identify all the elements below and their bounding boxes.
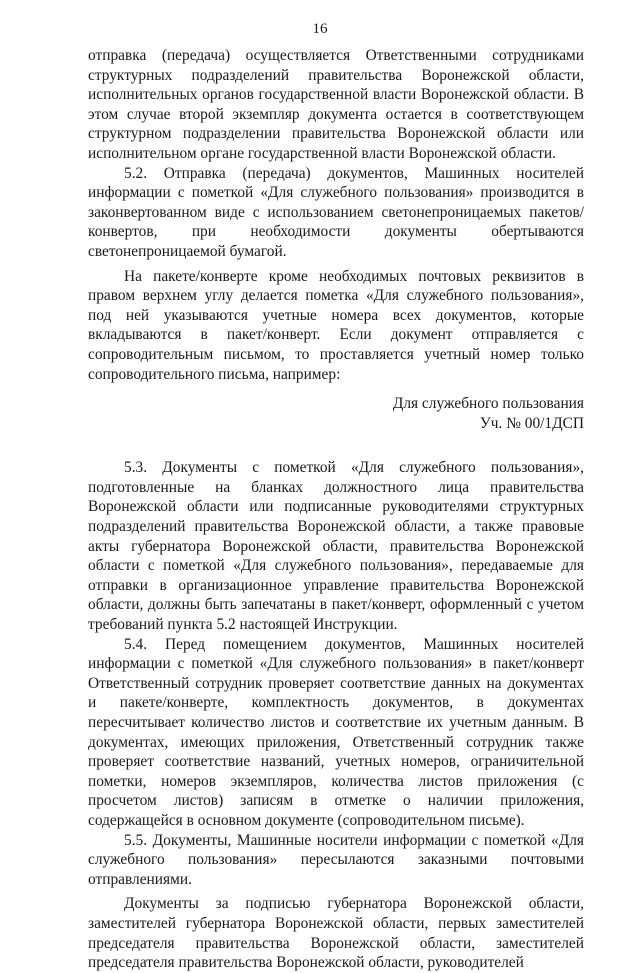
stamp-example [88, 394, 584, 433]
paragraph-5-5: 5.5. Документы, Машинные носители информации с пометкой «Для служебного пользования» пересылаются заказными почтовыми отправлениями. [88, 831, 584, 888]
page-number: 16 [312, 21, 328, 37]
document-body [88, 46, 584, 973]
paragraph-envelope-marking: На пакете/конверте кроме необходимых почтовых реквизитов в правом верхнем углу делается пометка «Для служебного пользования», под ней указываются учетные номера всех документов, которые вкладываются в пакет/конверт. Если документ отправляется с сопроводительным письмом, то проставляется учетный номер только сопроводительного письма, например: [88, 267, 584, 383]
paragraph-5-2: 5.2. Отправка (передача) документов, Машинных носителей информации с пометкой «Для служебного пользования» производится в законвертованном виде с использованием светонепроницаемых пакетов/конвертов, при необходимости документы обертываются светонепроницаемой бумагой. [88, 164, 584, 260]
paragraph-5-3: 5.3. Документы с пометкой «Для служебного пользования», подготовленные на бланках должностного лица правительства Воронежской области или подписанные руководителями структурных подразделений правительства Воронежской области, а также правовые акты губернатора Воронежской области, правительства Воронежской области с пометкой «Для служебного пользования», передаваемые для отправки в организационное управление правительства Воронежской области, должны быть запечатаны в пакет/конверт, оформленный с учетом требований пункта 5.2 настоящей Инструкции. [88, 459, 584, 634]
stamp-marking: Для служебного пользования [392, 395, 584, 413]
stamp-registration-number: Уч. № 00/1ДСП [479, 414, 584, 432]
paragraph-continuation: отправка (передача) осуществляется Ответственными сотрудниками структурных подразделений правительства Воронежской области, исполнительных органов государственной власти Воронежской области. В этом случае второй экземпляр документа остается в соответствующем структурном подразделении правительства Воронежской области или исполнительном органе государственной власти Воронежской области. [88, 47, 584, 162]
paragraph-governor-documents: Документы за подписью губернатора Воронежской области, заместителей губернатора Воронежской области, первых заместителей председателя правительства Воронежской области, заместителей председателя правительства Воронежской области, руководителей [88, 895, 584, 972]
paragraph-5-4: 5.4. Перед помещением документов, Машинных носителей информации с пометкой «Для служебного пользования» в пакет/конверт Ответственный сотрудник проверяет соответствие данных на документах и пакете/конверте, комплектность документов, в документах пересчитывает количество листов и соответствие их учетным данным. В документах, имеющих приложения, Ответственный сотрудник также проверяет соответствие названий, учетных номеров, ограничительной пометки, номеров экземпляров, количества листов приложения (с просчетом листов) записям в отметке о наличии приложения, содержащейся в основном документе (сопроводительном письме). [88, 635, 584, 829]
